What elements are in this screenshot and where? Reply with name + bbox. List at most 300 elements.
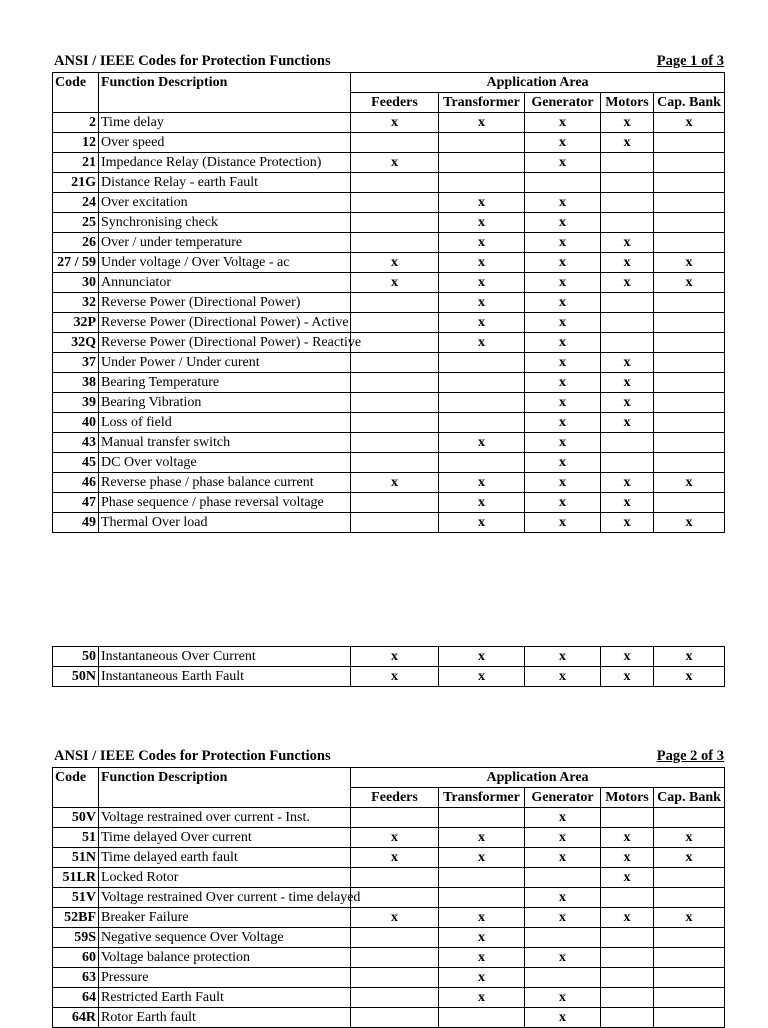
page-number: Page 2 of 3 [656, 748, 724, 764]
blank-cell [53, 788, 99, 808]
applicability-mark [525, 173, 601, 193]
applicability-mark: x [439, 848, 525, 868]
code-cell: 43 [53, 433, 99, 453]
table-block-2 [52, 646, 724, 687]
applicability-mark: x [525, 808, 601, 828]
applicability-mark [351, 353, 439, 373]
table-row [53, 868, 725, 888]
applicability-mark [439, 373, 525, 393]
description-cell: Under voltage / Over Voltage - ac [99, 253, 351, 273]
applicability-mark [439, 133, 525, 153]
applicability-mark [654, 153, 725, 173]
applicability-mark: x [525, 513, 601, 533]
applicability-mark [654, 333, 725, 353]
table-row [53, 828, 725, 848]
description-cell: Bearing Temperature [99, 373, 351, 393]
description-cell: Bearing Vibration [99, 393, 351, 413]
applicability-mark [601, 808, 654, 828]
code-cell: 47 [53, 493, 99, 513]
applicability-mark: x [439, 473, 525, 493]
table-row [53, 968, 725, 988]
table-row [53, 213, 725, 233]
table-row [53, 133, 725, 153]
description-cell: Time delay [99, 113, 351, 133]
applicability-mark [351, 133, 439, 153]
table-row [53, 493, 725, 513]
description-cell: Thermal Over load [99, 513, 351, 533]
applicability-mark: x [439, 113, 525, 133]
page-number: Page 1 of 3 [656, 53, 724, 69]
code-cell: 39 [53, 393, 99, 413]
table-row [53, 988, 725, 1008]
area-header: Feeders [351, 788, 439, 808]
applicability-mark [654, 868, 725, 888]
code-cell: 38 [53, 373, 99, 393]
applicability-mark [654, 433, 725, 453]
applicability-mark: x [525, 313, 601, 333]
applicability-mark [351, 868, 439, 888]
applicability-mark [601, 293, 654, 313]
applicability-mark [654, 293, 725, 313]
applicability-mark: x [439, 233, 525, 253]
applicability-mark: x [351, 667, 439, 687]
applicability-mark: x [439, 193, 525, 213]
applicability-mark [601, 433, 654, 453]
applicability-mark [654, 988, 725, 1008]
applicability-mark [654, 1008, 725, 1028]
description-header: Function Description [99, 73, 351, 93]
applicability-mark: x [351, 153, 439, 173]
applicability-mark [654, 133, 725, 153]
header-row [53, 73, 725, 93]
applicability-mark [525, 868, 601, 888]
description-cell: Voltage balance protection [99, 948, 351, 968]
code-cell: 64R [53, 1008, 99, 1028]
applicability-mark [439, 413, 525, 433]
description-cell: Voltage restrained over current - Inst. [99, 808, 351, 828]
applicability-mark: x [601, 473, 654, 493]
blank-cell [99, 788, 351, 808]
applicability-mark [654, 928, 725, 948]
applicability-mark [654, 888, 725, 908]
applicability-mark [654, 313, 725, 333]
applicability-mark: x [654, 908, 725, 928]
table-row [53, 928, 725, 948]
document-title: ANSI / IEEE Codes for Protection Functions [54, 53, 331, 69]
applicability-mark: x [525, 273, 601, 293]
code-cell: 50 [53, 647, 99, 667]
code-cell: 51V [53, 888, 99, 908]
applicability-mark: x [654, 253, 725, 273]
applicability-mark [439, 393, 525, 413]
description-cell: Over speed [99, 133, 351, 153]
applicability-mark: x [601, 667, 654, 687]
table-row [53, 293, 725, 313]
applicability-mark: x [439, 647, 525, 667]
applicability-mark: x [525, 948, 601, 968]
applicability-mark [654, 493, 725, 513]
table-row [53, 153, 725, 173]
applicability-mark: x [601, 133, 654, 153]
applicability-mark [351, 213, 439, 233]
description-cell: Impedance Relay (Distance Protection) [99, 153, 351, 173]
area-header: Motors [601, 788, 654, 808]
applicability-mark [351, 293, 439, 313]
area-header: Cap. Bank [654, 788, 725, 808]
applicability-mark: x [525, 353, 601, 373]
applicability-mark [351, 513, 439, 533]
table-row [53, 888, 725, 908]
table-row [53, 453, 725, 473]
applicability-mark [351, 193, 439, 213]
applicability-mark: x [439, 928, 525, 948]
applicability-mark: x [525, 1008, 601, 1028]
document-title: ANSI / IEEE Codes for Protection Functions [54, 748, 331, 764]
applicability-mark: x [525, 213, 601, 233]
applicability-mark [654, 353, 725, 373]
code-cell: 37 [53, 353, 99, 373]
applicability-mark [351, 988, 439, 1008]
code-cell: 26 [53, 233, 99, 253]
applicability-mark [601, 888, 654, 908]
code-cell: 32 [53, 293, 99, 313]
applicability-mark: x [525, 133, 601, 153]
applicability-mark: x [439, 273, 525, 293]
applicability-mark [351, 313, 439, 333]
applicability-mark: x [439, 828, 525, 848]
applicability-mark: x [439, 433, 525, 453]
code-cell: 51 [53, 828, 99, 848]
applicability-mark: x [351, 647, 439, 667]
description-cell: Phase sequence / phase reversal voltage [99, 493, 351, 513]
code-cell: 30 [53, 273, 99, 293]
applicability-mark: x [439, 493, 525, 513]
description-cell: Under Power / Under curent [99, 353, 351, 373]
code-cell: 21G [53, 173, 99, 193]
applicability-mark: x [601, 353, 654, 373]
code-cell: 60 [53, 948, 99, 968]
table-row [53, 667, 725, 687]
code-cell: 25 [53, 213, 99, 233]
applicability-mark: x [601, 513, 654, 533]
applicability-mark [439, 453, 525, 473]
applicability-mark: x [525, 473, 601, 493]
code-cell: 52BF [53, 908, 99, 928]
code-cell: 50N [53, 667, 99, 687]
applicability-mark: x [525, 848, 601, 868]
code-cell: 46 [53, 473, 99, 493]
description-cell: Instantaneous Earth Fault [99, 667, 351, 687]
applicability-mark: x [439, 988, 525, 1008]
applicability-mark: x [525, 153, 601, 173]
applicability-mark: x [351, 908, 439, 928]
applicability-mark [654, 173, 725, 193]
applicability-mark [351, 233, 439, 253]
applicability-mark: x [525, 667, 601, 687]
applicability-mark: x [525, 393, 601, 413]
applicability-mark: x [351, 828, 439, 848]
applicability-mark: x [525, 333, 601, 353]
applicability-mark: x [439, 968, 525, 988]
applicability-mark [439, 173, 525, 193]
applicability-mark: x [439, 253, 525, 273]
applicability-mark [654, 453, 725, 473]
description-cell: Instantaneous Over Current [99, 647, 351, 667]
code-cell: 24 [53, 193, 99, 213]
table-row [53, 313, 725, 333]
description-cell: Rotor Earth fault [99, 1008, 351, 1028]
applicability-mark [439, 353, 525, 373]
area-header: Feeders [351, 93, 439, 113]
applicability-mark: x [351, 113, 439, 133]
description-cell: Loss of field [99, 413, 351, 433]
applicability-mark: x [351, 253, 439, 273]
code-cell: 59S [53, 928, 99, 948]
description-cell: Annunciator [99, 273, 351, 293]
table-row [53, 373, 725, 393]
description-cell: Over excitation [99, 193, 351, 213]
protection-codes-table [52, 646, 725, 687]
applicability-mark: x [525, 908, 601, 928]
area-header: Generator [525, 788, 601, 808]
table-row [53, 273, 725, 293]
applicability-mark [654, 413, 725, 433]
description-cell: Over / under temperature [99, 233, 351, 253]
table-row [53, 233, 725, 253]
applicability-mark [525, 968, 601, 988]
applicability-mark: x [525, 493, 601, 513]
table-row [53, 948, 725, 968]
area-header: Transformer [439, 93, 525, 113]
header-row [53, 768, 725, 788]
applicability-mark [601, 333, 654, 353]
code-cell: 51N [53, 848, 99, 868]
description-cell: Breaker Failure [99, 908, 351, 928]
applicability-mark [351, 1008, 439, 1028]
table-row [53, 848, 725, 868]
table-block-1 [52, 53, 724, 533]
applicability-mark [654, 808, 725, 828]
applicability-mark [351, 393, 439, 413]
description-cell: Pressure [99, 968, 351, 988]
applicability-mark: x [601, 647, 654, 667]
table-row [53, 513, 725, 533]
applicability-mark: x [601, 413, 654, 433]
blank-cell [53, 93, 99, 113]
applicability-mark: x [525, 193, 601, 213]
table-row [53, 353, 725, 373]
applicability-mark [601, 968, 654, 988]
area-header: Cap. Bank [654, 93, 725, 113]
description-cell: Time delayed earth fault [99, 848, 351, 868]
table-row [53, 1008, 725, 1028]
applicability-mark [601, 193, 654, 213]
applicability-mark [601, 928, 654, 948]
table-row [53, 647, 725, 667]
applicability-mark [601, 313, 654, 333]
area-header-row [53, 93, 725, 113]
applicability-mark [351, 173, 439, 193]
applicability-mark: x [525, 433, 601, 453]
table-row [53, 173, 725, 193]
applicability-mark [351, 413, 439, 433]
table-row [53, 393, 725, 413]
applicability-mark [351, 373, 439, 393]
applicability-mark: x [601, 393, 654, 413]
applicability-mark [601, 213, 654, 233]
applicability-mark: x [525, 988, 601, 1008]
code-cell: 51LR [53, 868, 99, 888]
applicability-mark: x [601, 373, 654, 393]
applicability-mark [351, 493, 439, 513]
code-header: Code [53, 73, 99, 93]
applicability-mark: x [601, 828, 654, 848]
applicability-mark [601, 153, 654, 173]
description-cell: Time delayed Over current [99, 828, 351, 848]
code-cell: 49 [53, 513, 99, 533]
applicability-mark: x [525, 373, 601, 393]
applicability-mark [654, 233, 725, 253]
applicability-mark [525, 928, 601, 948]
applicability-mark: x [439, 667, 525, 687]
description-cell: Reverse phase / phase balance current [99, 473, 351, 493]
applicability-mark [654, 393, 725, 413]
code-cell: 64 [53, 988, 99, 1008]
page-header [52, 748, 724, 767]
applicability-mark [351, 968, 439, 988]
area-header: Motors [601, 93, 654, 113]
code-cell: 50V [53, 808, 99, 828]
applicability-mark: x [525, 888, 601, 908]
table-row [53, 113, 725, 133]
applicability-mark [654, 948, 725, 968]
code-cell: 12 [53, 133, 99, 153]
description-cell: Locked Rotor [99, 868, 351, 888]
applicability-mark: x [525, 293, 601, 313]
description-cell: Distance Relay - earth Fault [99, 173, 351, 193]
applicability-mark [439, 868, 525, 888]
table-row [53, 473, 725, 493]
applicability-mark [439, 888, 525, 908]
area-header-row [53, 788, 725, 808]
table-row [53, 413, 725, 433]
applicability-mark: x [601, 848, 654, 868]
applicability-mark [351, 888, 439, 908]
applicability-mark: x [654, 513, 725, 533]
applicability-mark: x [601, 273, 654, 293]
code-cell: 21 [53, 153, 99, 173]
table-row [53, 253, 725, 273]
table-row [53, 808, 725, 828]
applicability-mark: x [654, 828, 725, 848]
applicability-mark: x [439, 948, 525, 968]
code-cell: 32P [53, 313, 99, 333]
protection-codes-table [52, 767, 725, 1028]
applicability-mark: x [439, 313, 525, 333]
code-cell: 40 [53, 413, 99, 433]
applicability-mark: x [601, 493, 654, 513]
applicability-mark: x [351, 473, 439, 493]
applicability-mark: x [654, 647, 725, 667]
protection-codes-table [52, 72, 725, 533]
applicability-mark: x [525, 647, 601, 667]
applicability-mark [601, 988, 654, 1008]
description-cell: Restricted Earth Fault [99, 988, 351, 1008]
applicability-mark: x [601, 113, 654, 133]
applicability-mark: x [525, 453, 601, 473]
applicability-mark: x [654, 667, 725, 687]
applicability-mark: x [439, 293, 525, 313]
description-cell: Reverse Power (Directional Power) - Reactive [99, 333, 351, 353]
description-cell: DC Over voltage [99, 453, 351, 473]
code-cell: 45 [53, 453, 99, 473]
area-header: Transformer [439, 788, 525, 808]
applicability-mark [351, 948, 439, 968]
applicability-mark: x [439, 213, 525, 233]
description-cell: Voltage restrained Over current - time delayed [99, 888, 351, 908]
description-cell: Reverse Power (Directional Power) [99, 293, 351, 313]
applicability-mark: x [601, 253, 654, 273]
code-header: Code [53, 768, 99, 788]
applicability-mark: x [525, 233, 601, 253]
applicability-mark: x [654, 848, 725, 868]
applicability-mark [439, 1008, 525, 1028]
description-header: Function Description [99, 768, 351, 788]
area-header: Generator [525, 93, 601, 113]
applicability-mark [654, 193, 725, 213]
table-row [53, 333, 725, 353]
applicability-mark: x [525, 413, 601, 433]
description-cell: Manual transfer switch [99, 433, 351, 453]
applicability-mark [351, 333, 439, 353]
application-area-header: Application Area [351, 73, 725, 93]
applicability-mark: x [525, 253, 601, 273]
applicability-mark: x [351, 848, 439, 868]
applicability-mark [601, 948, 654, 968]
code-cell: 32Q [53, 333, 99, 353]
table-row [53, 433, 725, 453]
applicability-mark: x [601, 868, 654, 888]
applicability-mark: x [439, 908, 525, 928]
applicability-mark: x [601, 233, 654, 253]
code-cell: 2 [53, 113, 99, 133]
description-cell: Negative sequence Over Voltage [99, 928, 351, 948]
applicability-mark: x [601, 908, 654, 928]
applicability-mark [601, 453, 654, 473]
page-header [52, 53, 724, 72]
applicability-mark: x [654, 273, 725, 293]
applicability-mark: x [439, 513, 525, 533]
description-cell: Synchronising check [99, 213, 351, 233]
description-cell: Reverse Power (Directional Power) - Active [99, 313, 351, 333]
table-row [53, 908, 725, 928]
applicability-mark [351, 453, 439, 473]
applicability-mark [654, 968, 725, 988]
table-block-3 [52, 748, 724, 1028]
table-row [53, 193, 725, 213]
applicability-mark: x [351, 273, 439, 293]
applicability-mark: x [654, 473, 725, 493]
application-area-header: Application Area [351, 768, 725, 788]
applicability-mark [351, 928, 439, 948]
blank-cell [99, 93, 351, 113]
applicability-mark: x [439, 333, 525, 353]
applicability-mark: x [654, 113, 725, 133]
applicability-mark [439, 808, 525, 828]
code-cell: 27 / 59 [53, 253, 99, 273]
code-cell: 63 [53, 968, 99, 988]
applicability-mark [351, 433, 439, 453]
